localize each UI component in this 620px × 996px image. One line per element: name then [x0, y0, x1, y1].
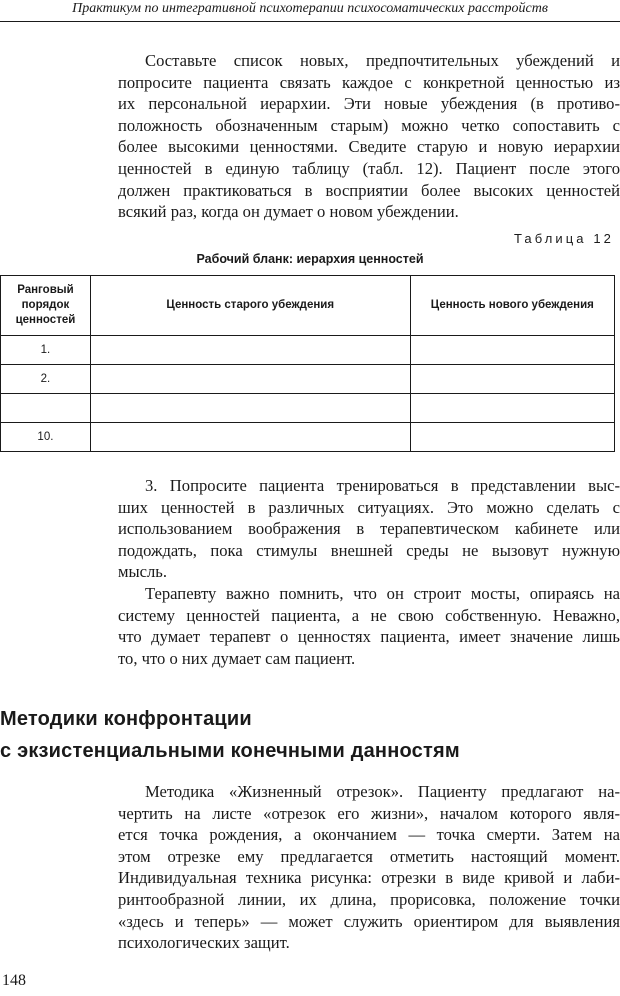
text-line: попросите пациента связать каждое с конкретной ценностью из	[118, 72, 620, 92]
header-rule	[0, 21, 620, 22]
text-line: что думает терапевт о ценностях пациента, имеет значение лишь	[118, 627, 620, 647]
table-header-row	[1, 276, 615, 336]
running-head: Практикум по интегративной психотерапии психосоматических расстройств	[72, 1, 548, 16]
rank-cell: 2.	[1, 365, 91, 394]
rank-cell: 10.	[1, 423, 91, 452]
old-value-cell	[90, 423, 410, 452]
table-number-label: Таблица 12	[513, 231, 614, 246]
new-value-cell	[410, 336, 614, 365]
text-line: положность обозначенным старым) можно четко сопоставить с	[118, 115, 620, 135]
old-value-cell	[90, 365, 410, 394]
paragraph-life-segment-technique	[118, 781, 620, 954]
text-line: «здесь и теперь» — может служить ориентиром для выявления	[118, 911, 620, 931]
rank-cell	[1, 394, 91, 423]
section-heading-line-1: Методики конфронтации	[0, 708, 252, 730]
paragraph-step-three	[118, 475, 620, 583]
text-line: Методика «Жизненный отрезок». Пациенту предлагают на-	[145, 782, 620, 801]
text-line: использованием воображения в терапевтическом кабинете или	[118, 519, 620, 539]
new-value-cell	[410, 365, 614, 394]
values-hierarchy-table	[0, 275, 615, 452]
rank-cell: 1.	[1, 336, 91, 365]
text-line: Составьте список новых, предпочтительных убеждений и	[145, 51, 620, 70]
text-line: должен практиковаться в восприятии более высоких ценностей	[118, 180, 620, 200]
table-row	[1, 365, 615, 394]
text-line: психологических защит.	[118, 933, 290, 953]
text-line: 3. Попросите пациента тренироваться в представлении выс-	[145, 476, 620, 495]
text-line: то, что о них думает сам пациент.	[118, 648, 356, 668]
text-line: подождать, пока стимулы внешней среды не вызовут нужную	[118, 540, 620, 560]
text-line: ших ценностей в различных ситуациях. Это можно сделать с	[118, 497, 620, 517]
text-line: Терапевту важно помнить, что он строит мосты, опираясь на	[145, 584, 620, 603]
new-value-cell	[410, 423, 614, 452]
text-line: ценностей в единую таблицу (табл. 12). Пациент после этого	[118, 158, 620, 178]
new-value-cell	[410, 394, 614, 423]
table-row	[1, 394, 615, 423]
header-rank-order: Ранговый порядок ценностей	[1, 276, 91, 336]
text-line: более высокими ценностями. Сведите старую и новую иерархии	[118, 137, 620, 157]
text-line: ринтообразной линии, их длина, прорисовка, положение точки	[118, 889, 620, 909]
header-old-belief-value: Ценность старого убеждения	[90, 276, 410, 336]
old-value-cell	[90, 394, 410, 423]
section-heading-line-2: с экзистенциальными конечными данностям	[0, 740, 460, 762]
old-value-cell	[90, 336, 410, 365]
text-line: чертить на листе «отрезок его жизни», началом которого явля-	[118, 803, 620, 823]
text-line: их персональной иерархии. Эти новые убеждения (в противо-	[118, 94, 620, 114]
text-line: ется точка рождения, а окончанием — точка смерти. Затем на	[118, 825, 620, 845]
paragraph-therapist-note	[118, 583, 620, 669]
page-number: 148	[2, 972, 26, 989]
text-line: Индивидуальная техника рисунка: отрезки в виде кривой и лаби-	[118, 868, 620, 888]
text-line: всякий раз, когда он думает о новом убеждении.	[118, 202, 459, 222]
table-row	[1, 423, 615, 452]
paragraph-new-beliefs	[118, 50, 620, 223]
text-line: мысль.	[118, 562, 168, 582]
text-line: систему ценностей пациента, а не свою собственную. Неважно,	[118, 605, 620, 625]
table-row	[1, 336, 615, 365]
table-title: Рабочий бланк: иерархия ценностей	[196, 252, 424, 266]
text-line: этом отрезке ему предлагается отметить настоящий момент.	[118, 846, 620, 866]
header-new-belief-value: Ценность нового убеждения	[410, 276, 614, 336]
